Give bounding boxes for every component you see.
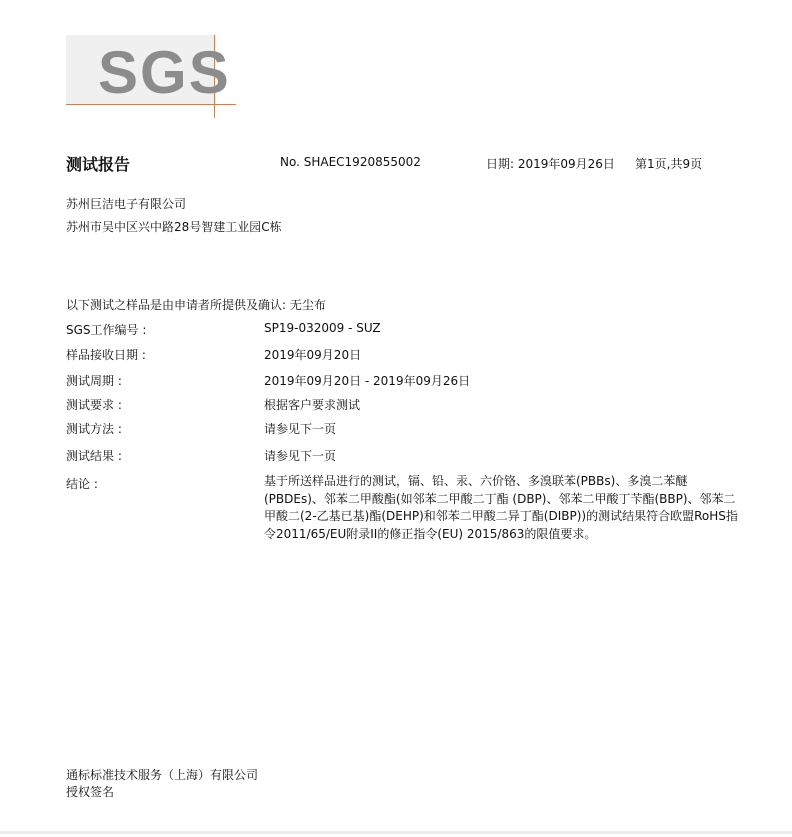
report-number: No. SHAEC1920855002: [280, 155, 421, 169]
report-date: 日期: 2019年09月26日: [486, 157, 615, 171]
field-value-test-method: 请参见下一页: [264, 422, 337, 436]
field-label-test-result: 测试结果 :: [66, 449, 122, 463]
sgs-logo: [66, 35, 238, 119]
conclusion-label: 结论 :: [66, 477, 98, 491]
issuing-company: 通标标准技术服务（上海）有限公司: [66, 768, 259, 782]
field-label-job-no: SGS工作编号 :: [66, 323, 147, 337]
authorized-signature-label: 授权签名: [66, 785, 115, 799]
logo-wordmark: SGS: [98, 39, 231, 106]
applicant-name: 苏州巨洁电子有限公司: [66, 197, 187, 211]
report-title: 测试报告: [66, 155, 131, 174]
field-label-test-period: 测试周期 :: [66, 374, 122, 388]
conclusion-text: 基于所送样品进行的测试，镉、铅、汞、六价铬、多溴联苯(PBBs)、多溴二苯醚(PBDEs)、邻苯二甲酸酯(如邻苯二甲酸二丁酯 (DBP)、邻苯二甲酸丁苄酯(BBP)、邻苯二甲酸二(2-乙基已基)酯(DEHP)和邻苯二甲酸二异丁酯(DIBP))的测试结果符合欧盟RoHS指令2011/65/EU附录II的修正指令(EU) 2015/863的限值要求。: [264, 474, 738, 541]
field-label-test-requirement: 测试要求 :: [66, 398, 122, 412]
field-label-receive-date: 样品接收日期 :: [66, 348, 146, 362]
field-value-test-result: 请参见下一页: [264, 449, 337, 463]
field-value-test-requirement: 根据客户要求测试: [264, 398, 361, 412]
page-indicator: 第1页,共9页: [635, 157, 703, 171]
field-value-job-no: SP19-032009 - SUZ: [264, 321, 381, 335]
applicant-address: 苏州市吴中区兴中路28号智建工业园C栋: [66, 220, 282, 234]
page-bottom-border: [0, 831, 792, 834]
field-label-test-method: 测试方法 :: [66, 422, 122, 436]
field-value-receive-date: 2019年09月20日: [264, 348, 362, 362]
field-value-test-period: 2019年09月20日 - 2019年09月26日: [264, 374, 471, 388]
sample-intro: 以下测试之样品是由申请者所提供及确认: 无尘布: [66, 298, 326, 312]
